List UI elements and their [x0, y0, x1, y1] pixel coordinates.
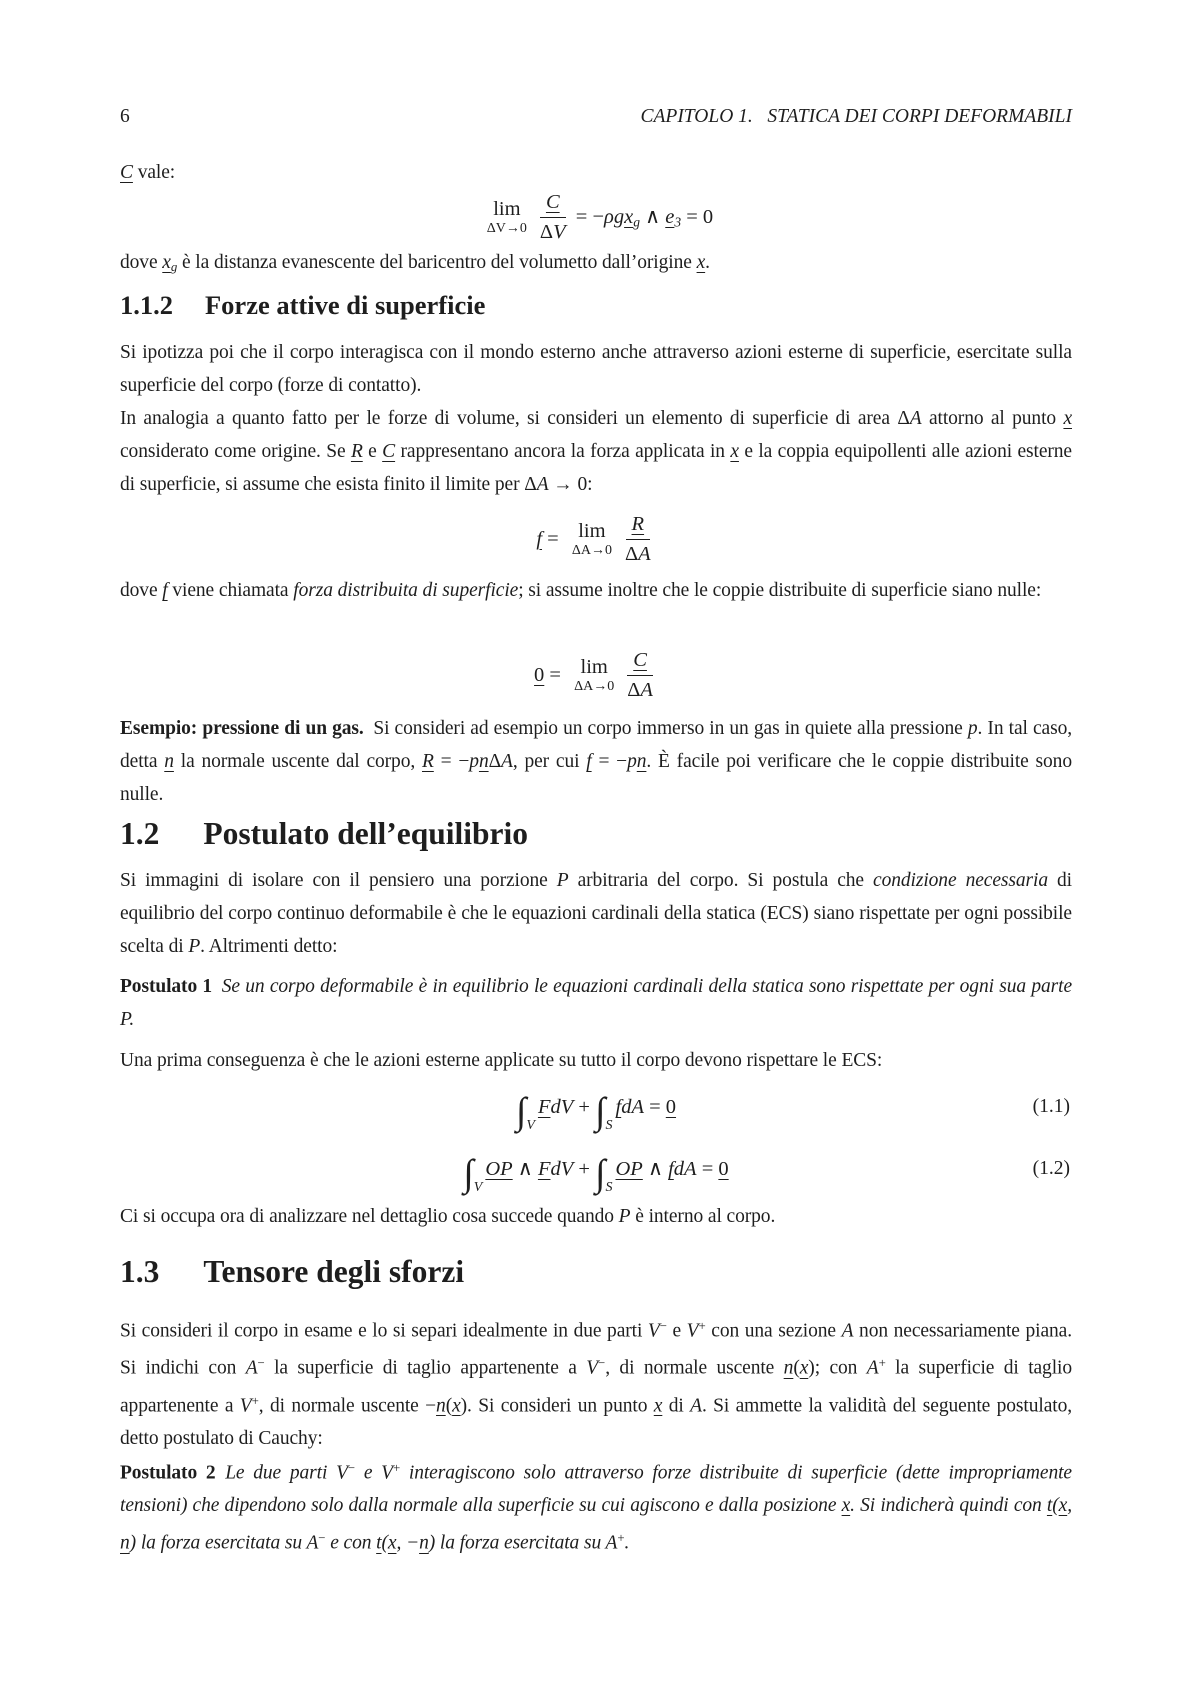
text-run: OP	[615, 1158, 643, 1180]
text-run: . In tal caso, detta	[120, 718, 1072, 772]
fraction	[625, 512, 651, 565]
text-run: = −	[433, 751, 470, 772]
text-run: Δ	[624, 542, 639, 565]
text-run: considerato come origine. Se	[120, 441, 351, 462]
text-run: , di normale uscente	[605, 1357, 784, 1379]
text-run: Le due parti	[225, 1462, 337, 1484]
text-run: ΔV→0	[486, 220, 527, 236]
text-run: −	[257, 1356, 265, 1371]
text-run: condizione necessaria	[873, 870, 1048, 891]
fraction-numerator	[626, 512, 651, 539]
equation-1-1-body	[515, 1090, 677, 1133]
text-run: ; si assume inoltre che le coppie distribuite di superficie siano nulle:	[518, 580, 1042, 601]
text-run: vale:	[132, 162, 176, 183]
example-gas-pressure-paragraph	[120, 712, 1072, 811]
text-run: 0	[665, 1096, 677, 1118]
text-run: Una prima conseguenza è che le azioni esterne applicate su tutto il corpo devono rispettare le ECS:	[120, 1050, 883, 1071]
text-run: V	[686, 1320, 699, 1342]
text-run: A	[605, 1532, 618, 1554]
text-run: p	[469, 751, 479, 772]
text-run: (	[793, 1357, 800, 1379]
text-run: n	[120, 1532, 130, 1554]
text-run: f	[668, 1158, 674, 1180]
lim-word: lim	[493, 198, 521, 221]
text-run: A	[501, 751, 513, 772]
text-run: g	[170, 260, 178, 275]
volume-couple-limit-formula	[120, 184, 1072, 250]
text-run: ). Si consideri un punto	[460, 1395, 654, 1417]
intro-note	[120, 246, 1072, 284]
text-run: S	[605, 1180, 613, 1195]
section-number: 1.2	[120, 816, 160, 851]
text-run: V	[526, 1118, 535, 1133]
text-run: n	[783, 1357, 794, 1379]
lim-subscript	[572, 543, 612, 558]
text-run: A	[866, 1357, 879, 1379]
text-run: dV	[550, 1096, 574, 1118]
text-run: A	[909, 408, 922, 429]
text-run: ∧	[639, 205, 666, 228]
text-run: ∫	[463, 1152, 474, 1195]
text-run: t	[376, 1532, 382, 1554]
text-run: ρg	[604, 205, 625, 228]
lim-subscript	[487, 221, 527, 236]
text-run: x	[624, 205, 634, 228]
text-run: S	[605, 1118, 613, 1133]
text-run: −	[598, 1356, 606, 1371]
text-run: . Si indicherà quindi con	[850, 1495, 1047, 1517]
text-run: A	[245, 1357, 258, 1379]
lim-word: lim	[578, 520, 606, 543]
text-run: C	[382, 441, 396, 462]
text-run: n	[436, 1395, 446, 1417]
text-run: f	[586, 751, 592, 772]
fraction	[540, 190, 566, 243]
text-run: è interno al corpo.	[630, 1206, 776, 1227]
text-run: n	[478, 751, 489, 772]
text-run: n	[164, 751, 174, 772]
text-run: +	[617, 1531, 625, 1546]
text-run: +	[251, 1393, 259, 1408]
text-run: +	[573, 1096, 596, 1118]
text-run: V	[473, 1180, 483, 1195]
text-run: x	[696, 252, 706, 273]
text-run: Ci si occupa ora di analizzare nel dettaglio cosa succede quando	[120, 1206, 619, 1227]
text-run: dA	[673, 1158, 697, 1180]
surface-couple-limit-formula	[120, 642, 1072, 708]
text-run: Δ	[897, 408, 910, 429]
section-number: 1.3	[120, 1254, 160, 1289]
formula-lhs	[534, 664, 566, 687]
subsection-number: 1.1.2	[120, 290, 173, 320]
text-run: .	[129, 1009, 135, 1030]
text-run: P	[120, 1009, 130, 1030]
text-run: dove	[120, 252, 163, 273]
text-run: n	[419, 1532, 429, 1554]
text-run: Se un corpo deformabile è in equilibrio le equazioni cardinali della statica sono rispettate per ogni sua parte	[221, 976, 1072, 997]
text-run: di equilibrio del corpo continuo deformabile è che le equazioni cardinali della statica (ECS) siano rispettate per ogni possibile scelta di	[120, 870, 1072, 957]
text-run: la superficie di taglio appartenente a	[120, 1357, 1072, 1417]
text-run: Postulato 2	[120, 1462, 216, 1484]
text-run: .	[705, 252, 710, 273]
text-run: . Altrimenti detto:	[200, 936, 338, 957]
text-run: A	[690, 1395, 702, 1417]
text-run: Δ	[539, 220, 554, 243]
text-run: dove	[120, 580, 163, 601]
equation-1-2-body	[463, 1152, 729, 1195]
text-run: attorno al punto	[921, 408, 1064, 429]
text-run: n	[636, 751, 647, 772]
text-run: e	[666, 1320, 687, 1342]
text-run: A	[640, 678, 653, 701]
text-run: Si consideri il corpo in esame e lo si separi idealmente in due parti	[120, 1320, 648, 1342]
fraction	[627, 648, 653, 701]
text-run: x	[1063, 408, 1072, 429]
page-header	[120, 106, 1072, 128]
text-run: Postulato 1	[120, 976, 213, 997]
text-run: +	[698, 1319, 706, 1333]
formula-lhs	[536, 528, 564, 551]
text-run: −	[347, 1461, 356, 1475]
text-run: (	[445, 1395, 453, 1417]
subsection-1-1-2-heading	[120, 290, 1072, 321]
text-run: (	[1052, 1495, 1059, 1517]
text-run: V	[336, 1462, 348, 1484]
text-run: Si ipotizza poi che il corpo interagisca con il mondo esterno anche attraverso azioni esterne di superficie, esercitate sulla superficie del corpo (forze di contatto).	[120, 342, 1072, 396]
equation-tag-1-2: (1.2)	[1032, 1158, 1070, 1179]
fraction-numerator	[627, 648, 653, 675]
text-run: , per cui	[512, 751, 587, 772]
text-run: ); con	[808, 1357, 867, 1379]
text-run: (	[381, 1532, 388, 1554]
text-run: x	[653, 1395, 663, 1417]
text-run: −	[659, 1319, 667, 1333]
text-run: Si consideri ad esempio un corpo immerso in un gas in quiete alla pressione	[363, 718, 968, 739]
text-run: V	[647, 1320, 660, 1342]
text-run: f	[162, 580, 168, 601]
text-run: C	[545, 191, 560, 214]
text-run: arbitraria del corpo. Si postula che	[568, 870, 874, 891]
text-run: x	[387, 1532, 397, 1554]
fraction-numerator	[540, 190, 566, 217]
text-run: ∫	[595, 1090, 606, 1133]
text-run: C	[633, 649, 647, 672]
text-run: x	[841, 1495, 851, 1517]
text-run: A	[638, 542, 651, 565]
text-run: ∫	[595, 1152, 606, 1195]
text-run: P	[556, 870, 569, 891]
text-run: +	[573, 1158, 596, 1180]
lim-word: lim	[580, 656, 608, 679]
text-run: P	[618, 1206, 631, 1227]
formula-rhs	[571, 204, 714, 230]
text-run: viene chiamata	[167, 580, 294, 601]
text-run: ) la forza esercitata su	[129, 1532, 307, 1554]
text-run: C	[120, 162, 133, 183]
text-run: f	[615, 1096, 622, 1118]
text-run: la superficie di taglio appartenente a	[264, 1357, 587, 1379]
text-run: g	[633, 214, 640, 230]
text-run: = −	[591, 751, 628, 772]
text-run: , −	[396, 1532, 420, 1554]
text-run: V	[553, 220, 566, 243]
limit-operator	[572, 520, 612, 557]
text-run: la normale uscente dal corpo,	[173, 751, 422, 772]
text-run: Δ	[627, 678, 641, 701]
text-run: ,	[1067, 1495, 1072, 1517]
text-run: Esempio: pressione di un gas.	[120, 718, 364, 739]
text-run: 0	[534, 663, 545, 686]
text-run: V	[586, 1357, 599, 1379]
text-run: e con	[325, 1532, 377, 1554]
text-run: R	[631, 513, 645, 536]
limit-operator	[574, 656, 614, 693]
text-run: . Si ammette la validità del seguente postulato, detto postulato di Cauchy:	[120, 1395, 1073, 1450]
text-run: F	[537, 1158, 551, 1180]
subsection-title: Forze attive di superficie	[205, 290, 486, 320]
fraction-denominator	[540, 218, 566, 244]
text-run: =	[542, 527, 564, 550]
text-run: −	[318, 1531, 326, 1546]
text-run: .	[624, 1532, 630, 1554]
text-run	[212, 976, 222, 997]
closing-remark	[120, 1200, 1072, 1233]
text-run: è la distanza evanescente del baricentro del volumetto dall’origine	[177, 252, 697, 273]
ecs-consequence-paragraph	[120, 1044, 1072, 1077]
text-run: f	[536, 527, 543, 550]
text-run: F	[537, 1096, 551, 1118]
postulate-2	[120, 1452, 1072, 1560]
text-run: 0	[718, 1158, 729, 1180]
text-run: = −	[570, 205, 605, 228]
surface-force-limit-formula	[120, 506, 1072, 572]
postulate-1	[120, 970, 1072, 1036]
page-number: 6	[120, 106, 130, 127]
text-run: +	[878, 1356, 886, 1371]
text-run: ΔA→0	[571, 542, 612, 558]
distributed-force-note	[120, 574, 1072, 607]
text-run: forza distribuita di superficie	[293, 580, 519, 601]
text-run: In analogia a quanto fatto per le forze di volume, si consideri un elemento di superficie di area	[120, 408, 898, 429]
text-run: ΔA→0	[574, 678, 615, 694]
limit-operator	[487, 198, 527, 235]
text-run: con una sezione	[705, 1320, 842, 1342]
text-run: V	[239, 1395, 252, 1417]
text-run: e	[362, 441, 383, 462]
text-run: di	[662, 1395, 691, 1417]
text-run: p	[967, 718, 978, 739]
lim-subscript	[574, 679, 614, 694]
text-run: t	[1046, 1495, 1053, 1517]
section-1-2-heading	[120, 816, 1072, 852]
section-title: Postulato dell’equilibrio	[203, 816, 529, 851]
equation-1-2	[120, 1140, 1072, 1198]
text-run: OP	[485, 1158, 513, 1180]
text-run: Δ	[524, 474, 537, 495]
text-run: =	[544, 663, 567, 686]
section-1-3-heading	[120, 1254, 1072, 1290]
text-run: R	[350, 441, 363, 462]
section-title: Tensore degli sforzi	[203, 1254, 465, 1289]
surface-forces-paragraph	[120, 336, 1072, 501]
text-run: +	[392, 1461, 401, 1475]
equation-tag-1-1: (1.1)	[1032, 1096, 1070, 1117]
text-run: =	[643, 1096, 666, 1118]
text-run: A	[306, 1532, 319, 1554]
text-run: rappresentano ancora la forza applicata in	[395, 441, 731, 462]
text-run: x	[799, 1357, 809, 1379]
text-run: x	[452, 1395, 461, 1417]
text-run: p	[627, 751, 637, 772]
text-run: Si immagini di isolare con il pensiero una porzione	[120, 870, 557, 891]
text-run: Δ	[488, 751, 502, 772]
text-run: non necessariamente piana. Si indichi con	[120, 1320, 1072, 1379]
text-run: e la coppia equipollenti alle azioni esterne di superficie, si assume che esista finito il limite per	[120, 441, 1072, 495]
text-run: → 0:	[548, 474, 593, 495]
equation-1-1	[120, 1078, 1072, 1136]
running-head: CAPITOLO 1. STATICA DEI CORPI DEFORMABILI	[640, 106, 1072, 127]
text-run: x	[162, 252, 171, 273]
fraction-denominator	[627, 676, 653, 702]
fraction-denominator	[625, 540, 651, 566]
text-run: 3	[674, 214, 682, 230]
text-run: . È facile poi verificare che le coppie distribuite sono nulle.	[120, 751, 1072, 805]
text-run: ) la forza esercitata su	[428, 1532, 606, 1554]
text-run: e	[355, 1462, 382, 1484]
text-run: A	[536, 474, 549, 495]
text-run: dV	[550, 1158, 574, 1180]
equilibrium-postulate-paragraph	[120, 864, 1072, 963]
stress-tensor-paragraph	[120, 1310, 1072, 1455]
text-run: =	[696, 1158, 719, 1180]
text-run: , di normale uscente −	[258, 1395, 437, 1417]
text-run: = 0	[681, 205, 714, 228]
text-run: interagiscono solo attraverso forze distribuite di superficie (dette impropriamente tensioni) che dipendono solo dalla normale alla superficie su cui agiscono e dalla posizione	[120, 1462, 1072, 1517]
text-run: ∧	[512, 1158, 538, 1180]
text-run: ∫	[515, 1090, 527, 1133]
text-run: dA	[621, 1096, 644, 1118]
text-run: A	[841, 1320, 854, 1342]
text-run: x	[1058, 1495, 1068, 1517]
text-run: e	[665, 205, 675, 228]
text-run: P	[188, 936, 201, 957]
text-run: ∧	[642, 1158, 669, 1180]
text-run	[216, 1462, 226, 1483]
text-run: R	[421, 751, 434, 772]
text-run: x	[730, 441, 739, 462]
text-run: V	[381, 1462, 393, 1484]
